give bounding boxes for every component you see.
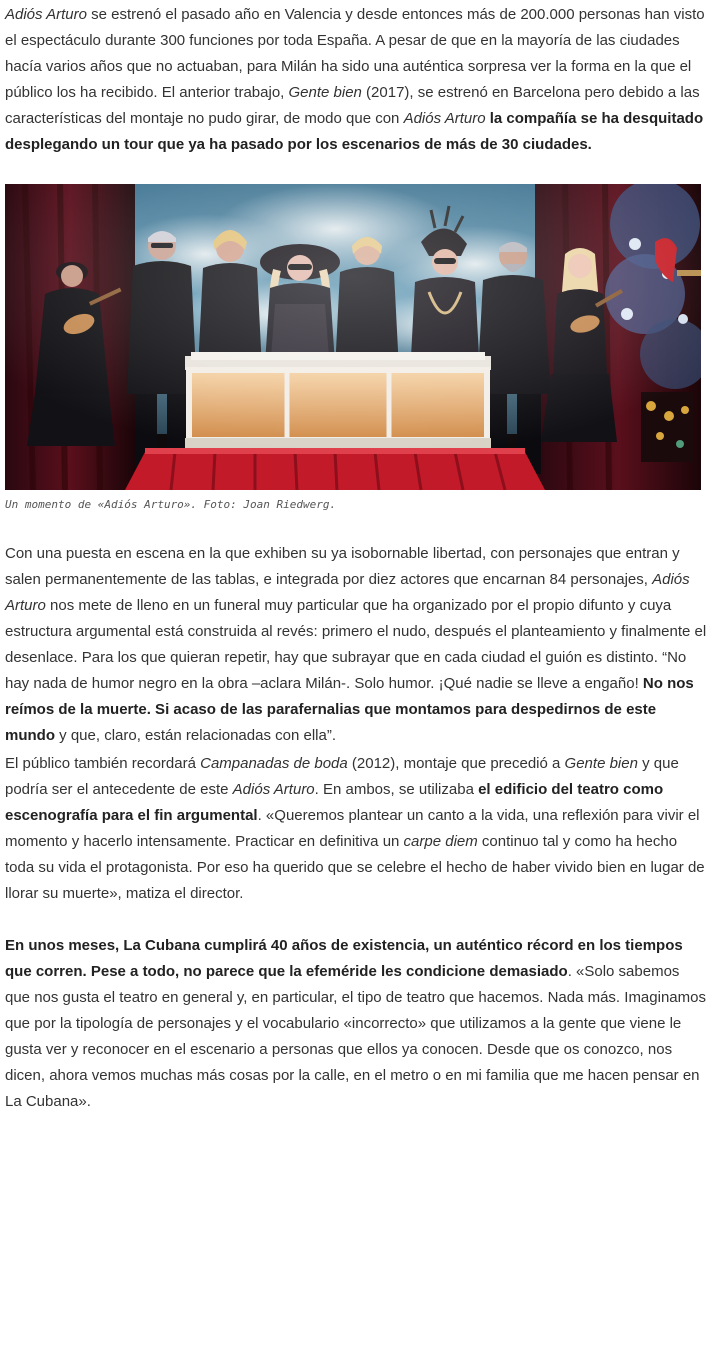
paragraph-background [5,751,707,907]
italic-title: Campanadas de boda [200,755,348,772]
italic-title: Gente bien [288,84,362,101]
italic-term: carpe diem [403,833,478,850]
text-run: nos mete de lleno en un funeral muy particular que ha organizado por el propio difunto y cuya estructura argumental está construida al revés: primero el nudo, después el planteamiento y finalmente el desenlace. Para los que quieran repetir, hay que subrayar que en cada ciudad el guión es distinto. “No hay nada de humor negro en la obra –aclara Milán-. Solo humor. ¡Qué nadie se lleve a engaño! [5,597,707,692]
text-run: y que, claro, están relacionadas con ella”. [55,727,336,744]
text-run: (2012), montaje que precedió a [347,755,565,772]
paragraph-anniversary [5,933,707,1115]
italic-title: Adiós Arturo [232,781,315,798]
bold-highlight: No nos reímos de la muerte. Si acaso de las parafernalias que montamos para despedirnos de este mundo [5,675,694,744]
text-run: . «Solo sabemos que nos gusta el teatro en general y, en particular, el tipo de teatro que hacemos. Nada más. Imaginamos que por la tipología de personajes y el vocabulario «incorrecto» que utilizamos a la gente que viene le gusta ver y reconocer en el escenario a personas que ellos ya conocen. Desde que os conozco, nos dicen, ahora vemos muchas más cosas por la calle, en el metro o en mi familia que me hacen pensar en La Cubana». [5,963,706,1110]
bold-highlight: En unos meses, La Cubana cumplirá 40 años de existencia, un auténtico récord en los tiempos que corren. Pese a todo, no parece que la efeméride les condicione demasiado [5,937,683,980]
text-run: El público también recordará [5,755,201,772]
text-run: (2017), se estrenó en Barcelona pero debido a las características del montaje no pudo girar, de modo que con [5,84,700,127]
italic-title: Adiós Arturo [5,571,690,614]
italic-title: Adiós Arturo [403,110,486,127]
text-run: continuo tal y como ha hecho toda su vida el protagonista. Por eso ha querido que se celebre el hecho de haber vivido bien en lugar de llorar su muerte», matiza el director. [5,833,705,902]
stage-photo-illustration [5,184,701,490]
photo-caption: Un momento de «Adiós Arturo». Foto: Joan Riedwerg. [5,498,337,511]
italic-title: Gente bien [564,755,638,772]
text-run: y que podría ser el antecedente de este [5,755,679,798]
bold-highlight: la compañía se ha desquitado desplegando un tour que ya ha pasado por los escenarios de más de 30 ciudades. [5,110,704,153]
paragraph-intro [5,2,707,158]
text-run: . «Queremos plantear un canto a la vida, una reflexión para vivir el momento y hacerlo intensamente. Practicar en definitiva un [5,807,700,850]
article-photo [5,184,701,490]
text-run: Con una puesta en escena en la que exhiben su ya isobornable libertad, con personajes que entran y salen permanentemente de las tablas, e integrada por diez actores que encarnan 84 personajes, [5,545,680,588]
italic-title: Adiós Arturo [5,6,87,23]
text-run: se estrenó el pasado año en Valencia y desde entonces más de 200.000 personas han visto el espectáculo durante 300 funciones por toda España. A pesar de que en la mayoría de las ciudades hacía varios años que no actuaban, para Milán ha sido una auténtica sorpresa ver la forma en la que el público los ha recibido. El anterior trabajo, [5,6,705,101]
text-run: . En ambos, se utilizaba [314,781,479,798]
bold-highlight: el edificio del teatro como escenografía para el fin argumental [5,781,664,824]
paragraph-staging [5,541,707,749]
